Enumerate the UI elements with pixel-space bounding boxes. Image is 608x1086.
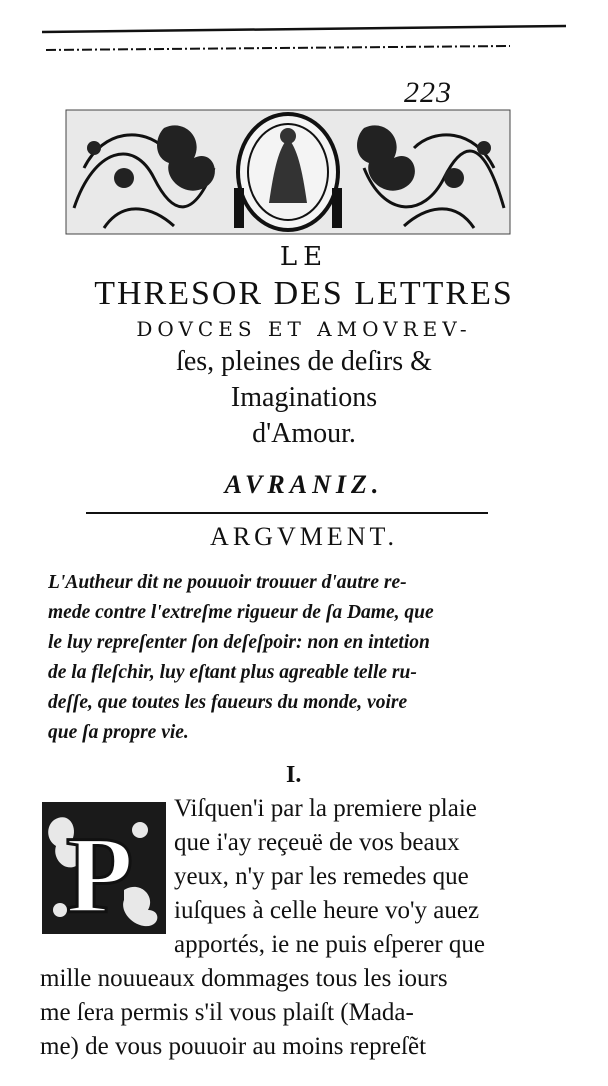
body-text-full	[40, 962, 546, 1064]
body-text-wrapped	[174, 792, 546, 962]
body-line: me ſera permis s'il vous plaiſt (Mada-	[40, 999, 414, 1026]
section-divider	[86, 512, 488, 514]
argument-line: que ſa propre vie.	[48, 722, 189, 743]
decorated-initial-p	[40, 800, 168, 936]
body-line: apportés, ie ne puis eſperer que	[174, 931, 485, 958]
page-number: 223	[404, 76, 452, 109]
title-subtitle: DOVCES ET AMOVREV-	[136, 317, 472, 341]
body-line: mille nouueaux dommages tous les iours	[40, 965, 448, 992]
title-block	[40, 240, 568, 452]
body-line: que i'ay reçeuë de vos beaux	[174, 829, 460, 856]
top-rule	[40, 24, 568, 54]
body-line: yeux, n'y par les remedes que	[174, 863, 469, 890]
ornamental-headpiece	[64, 108, 512, 236]
svg-text:P: P	[66, 814, 134, 936]
argument-line: L'Autheur dit ne pouuoir trouuer d'autre re-	[48, 572, 407, 593]
argument-line: le luy repreſenter ſon deſeſpoir: non en intetion	[48, 632, 430, 653]
argument-line: deſſe, que toutes les faueurs du monde, voire	[48, 692, 408, 713]
argument-text	[48, 568, 534, 748]
section-number: I.	[286, 762, 302, 788]
title-line-1: ſes, pleines de deſirs &	[176, 346, 432, 377]
title-line-2: Imaginations	[230, 382, 378, 413]
title-le: LE	[279, 242, 329, 272]
title-line-3: d'Amour.	[252, 418, 356, 449]
title-main: THRESOR DES LETTRES	[94, 275, 514, 312]
body-line: iuſques à celle heure vo'y auez	[174, 897, 480, 924]
argument-heading: ARGVMENT.	[210, 522, 398, 551]
argument-line: de la fleſchir, luy eſtant plus agreable telle ru-	[48, 662, 417, 683]
body-line: Viſquen'i par la premiere plaie	[174, 795, 477, 822]
argument-line: mede contre l'extreſme rigueur de ſa Dame, que	[48, 602, 434, 623]
body-line: me) de vous pouuoir au moins repreſẽt	[40, 1033, 427, 1060]
author-name: AVRANIZ.	[224, 470, 384, 499]
